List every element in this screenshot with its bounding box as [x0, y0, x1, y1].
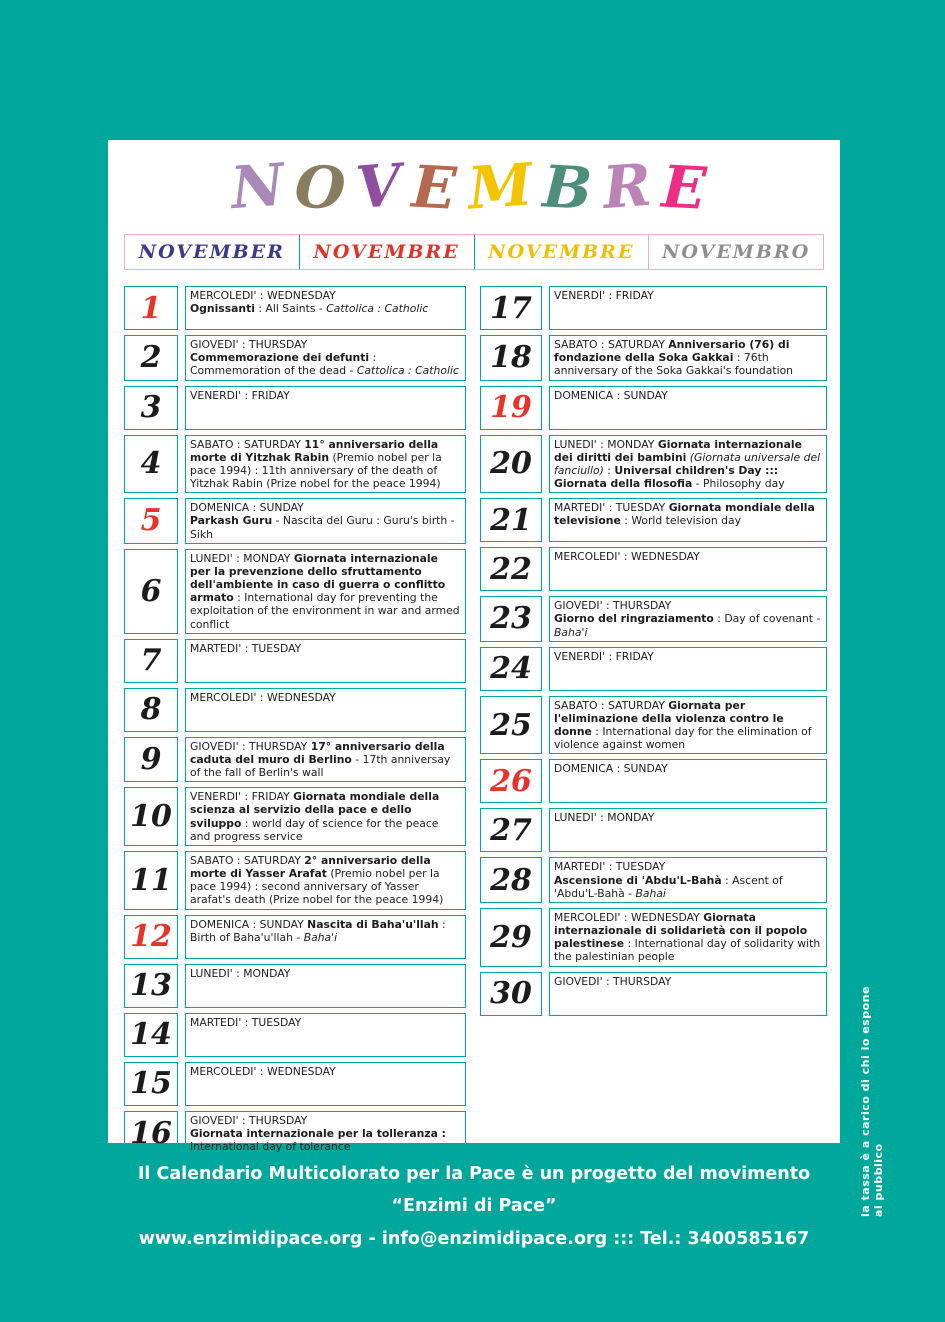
day-row	[480, 286, 827, 330]
day-entry-line: VENERDI' : FRIDAY	[554, 649, 654, 663]
days-column-left	[124, 286, 466, 1161]
footer-project-line: Il Calendario Multicolorato per la Pace è un progetto del movimento “Enzimi di Pace”	[137, 1164, 811, 1217]
day-row	[124, 915, 466, 959]
footer-contacts-line: www.enzimidipace.org - info@enzimidipace.org ::: Tel.: 3400585167	[138, 1228, 810, 1249]
day-number: 1	[124, 286, 178, 330]
day-entry	[185, 851, 466, 910]
day-entry-line: LUNEDI' : MONDAY	[190, 966, 291, 980]
day-entry-line: MARTEDI' : TUESDAY Giornata mondiale della televisione : World television day	[554, 501, 815, 528]
day-entry	[549, 435, 827, 494]
day-entry-line: GIOVEDI' : THURSDAY	[554, 974, 672, 988]
day-number: 10	[124, 787, 178, 846]
day-entry	[185, 1013, 466, 1057]
day-row	[480, 972, 827, 1016]
day-entry	[549, 857, 827, 903]
day-number: 5	[124, 498, 178, 544]
day-entry	[185, 335, 466, 381]
day-row	[124, 386, 466, 430]
day-entry-line: VENERDI' : FRIDAY	[554, 289, 654, 302]
day-entry-line: SABATO : SATURDAY Giornata per l'eliminazione della violenza contro le donne : International day for the elimination of violence against women	[554, 698, 812, 752]
day-entry-line: Giorno del ringraziamento : Day of covenant - Baha'i	[554, 612, 821, 639]
day-entry-line: LUNEDI' : MONDAY Giornata internazionale per la prevenzione dello sfruttamento dell'ambiente in caso di guerra o conflitto armato : International day for preventing the exploitation of the environment in war and armed conflict	[190, 551, 460, 631]
day-number: 25	[480, 696, 542, 755]
day-row	[480, 908, 827, 967]
day-entry-line: MERCOLEDI' : WEDNESDAY Giornata internazionale di solidarietà con il popolo palestinese : International day of solidarity with the palestinian people	[554, 910, 821, 964]
day-entry-line: MERCOLEDI' : WEDNESDAY	[190, 690, 336, 704]
day-entry-line: MERCOLEDI' : WEDNESDAY	[554, 550, 700, 564]
day-row	[124, 1111, 466, 1157]
day-entry	[549, 286, 827, 330]
day-entry	[185, 1062, 466, 1106]
day-entry-line: LUNEDI' : MONDAY Giornata internazionale dei diritti dei bambini (Giornata universale del fanciullo) : Universal children's Day ::: Giornata della filosofia - Philosophy day	[554, 437, 821, 491]
day-row	[480, 386, 827, 430]
day-number: 27	[480, 808, 542, 852]
day-number: 23	[480, 596, 542, 642]
day-row	[124, 851, 466, 910]
day-number: 21	[480, 498, 542, 542]
day-number: 7	[124, 639, 178, 683]
day-entry	[185, 286, 466, 330]
day-row	[480, 596, 827, 642]
day-entry-line: DOMENICA : SUNDAY Nascita di Baha'u'llah : Birth of Baha'u'llah - Baha'i	[190, 917, 446, 944]
title-letter: E	[410, 152, 470, 224]
day-row	[480, 647, 827, 691]
day-entry-line: MARTEDI' : TUESDAY	[554, 860, 666, 874]
day-number: 11	[124, 851, 178, 910]
day-row	[124, 787, 466, 846]
day-entry-line: MERCOLEDI' : WEDNESDAY	[190, 289, 336, 302]
day-entry-line: Ascensione di 'Abdu'L-Bahà : Ascent of 'Abdu'L-Bahà - Bahai	[554, 873, 783, 900]
day-entry	[549, 972, 827, 1016]
day-entry	[185, 386, 466, 430]
day-number: 9	[124, 737, 178, 783]
day-entry-line: Giornata internazionale per la tolleranza : International day of tolerance	[190, 1126, 446, 1153]
day-row	[124, 549, 466, 634]
day-row	[124, 286, 466, 330]
day-entry	[549, 335, 827, 381]
day-number: 13	[124, 964, 178, 1008]
footer	[108, 1158, 840, 1255]
day-row	[124, 737, 466, 783]
day-number: 28	[480, 857, 542, 903]
day-number: 2	[124, 335, 178, 381]
day-number: 16	[124, 1111, 178, 1157]
day-entry	[185, 435, 466, 494]
month-translation: NOVEMBRO	[648, 235, 823, 269]
calendar-sheet	[108, 140, 840, 1153]
day-entry	[549, 386, 827, 430]
day-row	[480, 857, 827, 903]
day-entry	[549, 547, 827, 591]
day-number: 15	[124, 1062, 178, 1106]
day-entry-line: SABATO : SATURDAY 11° anniversario della morte di Yitzhak Rabin (Premio nobel per la pace 1994) : 11th anniversary of the death of Yitzhak Rabin (Prize nobel for the peace 1994)	[190, 437, 442, 491]
title-letter: N	[228, 149, 298, 223]
day-entry	[185, 688, 466, 732]
day-number: 22	[480, 547, 542, 591]
day-entry	[185, 915, 466, 959]
day-row	[480, 808, 827, 852]
title-letter: E	[660, 152, 719, 224]
title-letter: B	[540, 152, 605, 224]
month-title	[108, 140, 840, 230]
day-entry	[549, 647, 827, 691]
day-row	[480, 435, 827, 494]
day-entry	[549, 908, 827, 967]
day-number: 12	[124, 915, 178, 959]
day-entry-line: SABATO : SATURDAY 2° anniversario della morte di Yasser Arafat (Premio nobel per la pace 1994) : second anniversary of Yasser arafat's death (Prize nobel for the peace 1994)	[190, 853, 444, 907]
month-translation: NOVEMBER	[138, 241, 285, 263]
day-entry-line: MARTEDI' : TUESDAY	[190, 641, 302, 655]
day-row	[124, 335, 466, 381]
day-number: 24	[480, 647, 542, 691]
day-entry-line: Parkash Guru - Nascita del Guru : Guru's birth - Sikh	[190, 514, 455, 541]
day-entry	[185, 549, 466, 634]
day-entry	[185, 1111, 466, 1157]
day-entry	[185, 737, 466, 783]
day-entry-line: DOMENICA : SUNDAY	[554, 388, 668, 402]
day-number: 8	[124, 688, 178, 732]
day-row	[480, 498, 827, 542]
day-number: 20	[480, 435, 542, 494]
day-entry	[185, 964, 466, 1008]
day-entry-line: GIOVEDI' : THURSDAY	[554, 599, 672, 613]
title-letter: M	[465, 149, 546, 223]
day-entry-line: MERCOLEDI' : WEDNESDAY	[190, 1064, 336, 1078]
day-row	[124, 1062, 466, 1106]
day-entry-line: GIOVEDI' : THURSDAY 17° anniversario della caduta del muro di Berlino - 17th anniversay of the fall of Berlin's wall	[190, 739, 451, 780]
day-number: 29	[480, 908, 542, 967]
day-entry	[549, 696, 827, 755]
day-row	[480, 759, 827, 803]
day-entry	[549, 759, 827, 803]
day-number: 17	[480, 286, 542, 330]
days-grid	[124, 286, 827, 1161]
month-translations-row	[124, 234, 824, 270]
day-row	[124, 498, 466, 544]
day-row	[480, 335, 827, 381]
day-entry	[549, 596, 827, 642]
day-entry	[185, 787, 466, 846]
day-entry-line: VENERDI' : FRIDAY Giornata mondiale della scienza al servizio della pace e dello sviluppo : world day of science for the peace and progress service	[190, 790, 440, 843]
day-entry-line: MARTEDI' : TUESDAY	[190, 1015, 302, 1029]
month-translation: NOVEMBRE	[299, 235, 474, 269]
days-column-right	[480, 286, 827, 1021]
day-entry-line: DOMENICA : SUNDAY	[554, 762, 668, 776]
day-row	[124, 435, 466, 494]
day-row	[480, 696, 827, 755]
day-entry	[185, 498, 466, 544]
day-entry	[549, 808, 827, 852]
title-letter: V	[354, 150, 415, 222]
day-row	[124, 1013, 466, 1057]
title-letter: O	[292, 152, 358, 224]
day-number: 6	[124, 549, 178, 634]
day-number: 14	[124, 1013, 178, 1057]
day-row	[480, 547, 827, 591]
title-letter: R	[600, 150, 665, 222]
day-entry-line: Commemorazione dei defunti : Commemoration of the dead - Cattolica : Catholic	[190, 351, 459, 378]
day-row	[124, 639, 466, 683]
day-entry	[185, 639, 466, 683]
side-note-vertical: la tassa è a carico di chi lo espone al pubblico	[859, 986, 885, 1217]
day-entry-line: VENERDI' : FRIDAY	[190, 388, 290, 402]
day-number: 19	[480, 386, 542, 430]
day-number: 4	[124, 435, 178, 494]
day-number: 3	[124, 386, 178, 430]
day-row	[124, 688, 466, 732]
day-number: 26	[480, 759, 542, 803]
day-entry	[549, 498, 827, 542]
day-entry-line: GIOVEDI' : THURSDAY	[190, 338, 308, 351]
day-row	[124, 964, 466, 1008]
day-number: 30	[480, 972, 542, 1016]
day-number: 18	[480, 335, 542, 381]
day-entry-line: GIOVEDI' : THURSDAY	[190, 1113, 308, 1127]
day-entry-line: Ognissanti : All Saints - Cattolica : Catholic	[190, 302, 429, 316]
day-entry-line: LUNEDI' : MONDAY	[554, 811, 655, 825]
day-entry-line: DOMENICA : SUNDAY	[190, 501, 304, 515]
month-translation: NOVEMBRE	[474, 235, 649, 269]
day-entry-line: SABATO : SATURDAY Anniversario (76) di fondazione della Soka Gakkai : 76th anniversary of the Soka Gakkai's foundation	[554, 338, 794, 378]
